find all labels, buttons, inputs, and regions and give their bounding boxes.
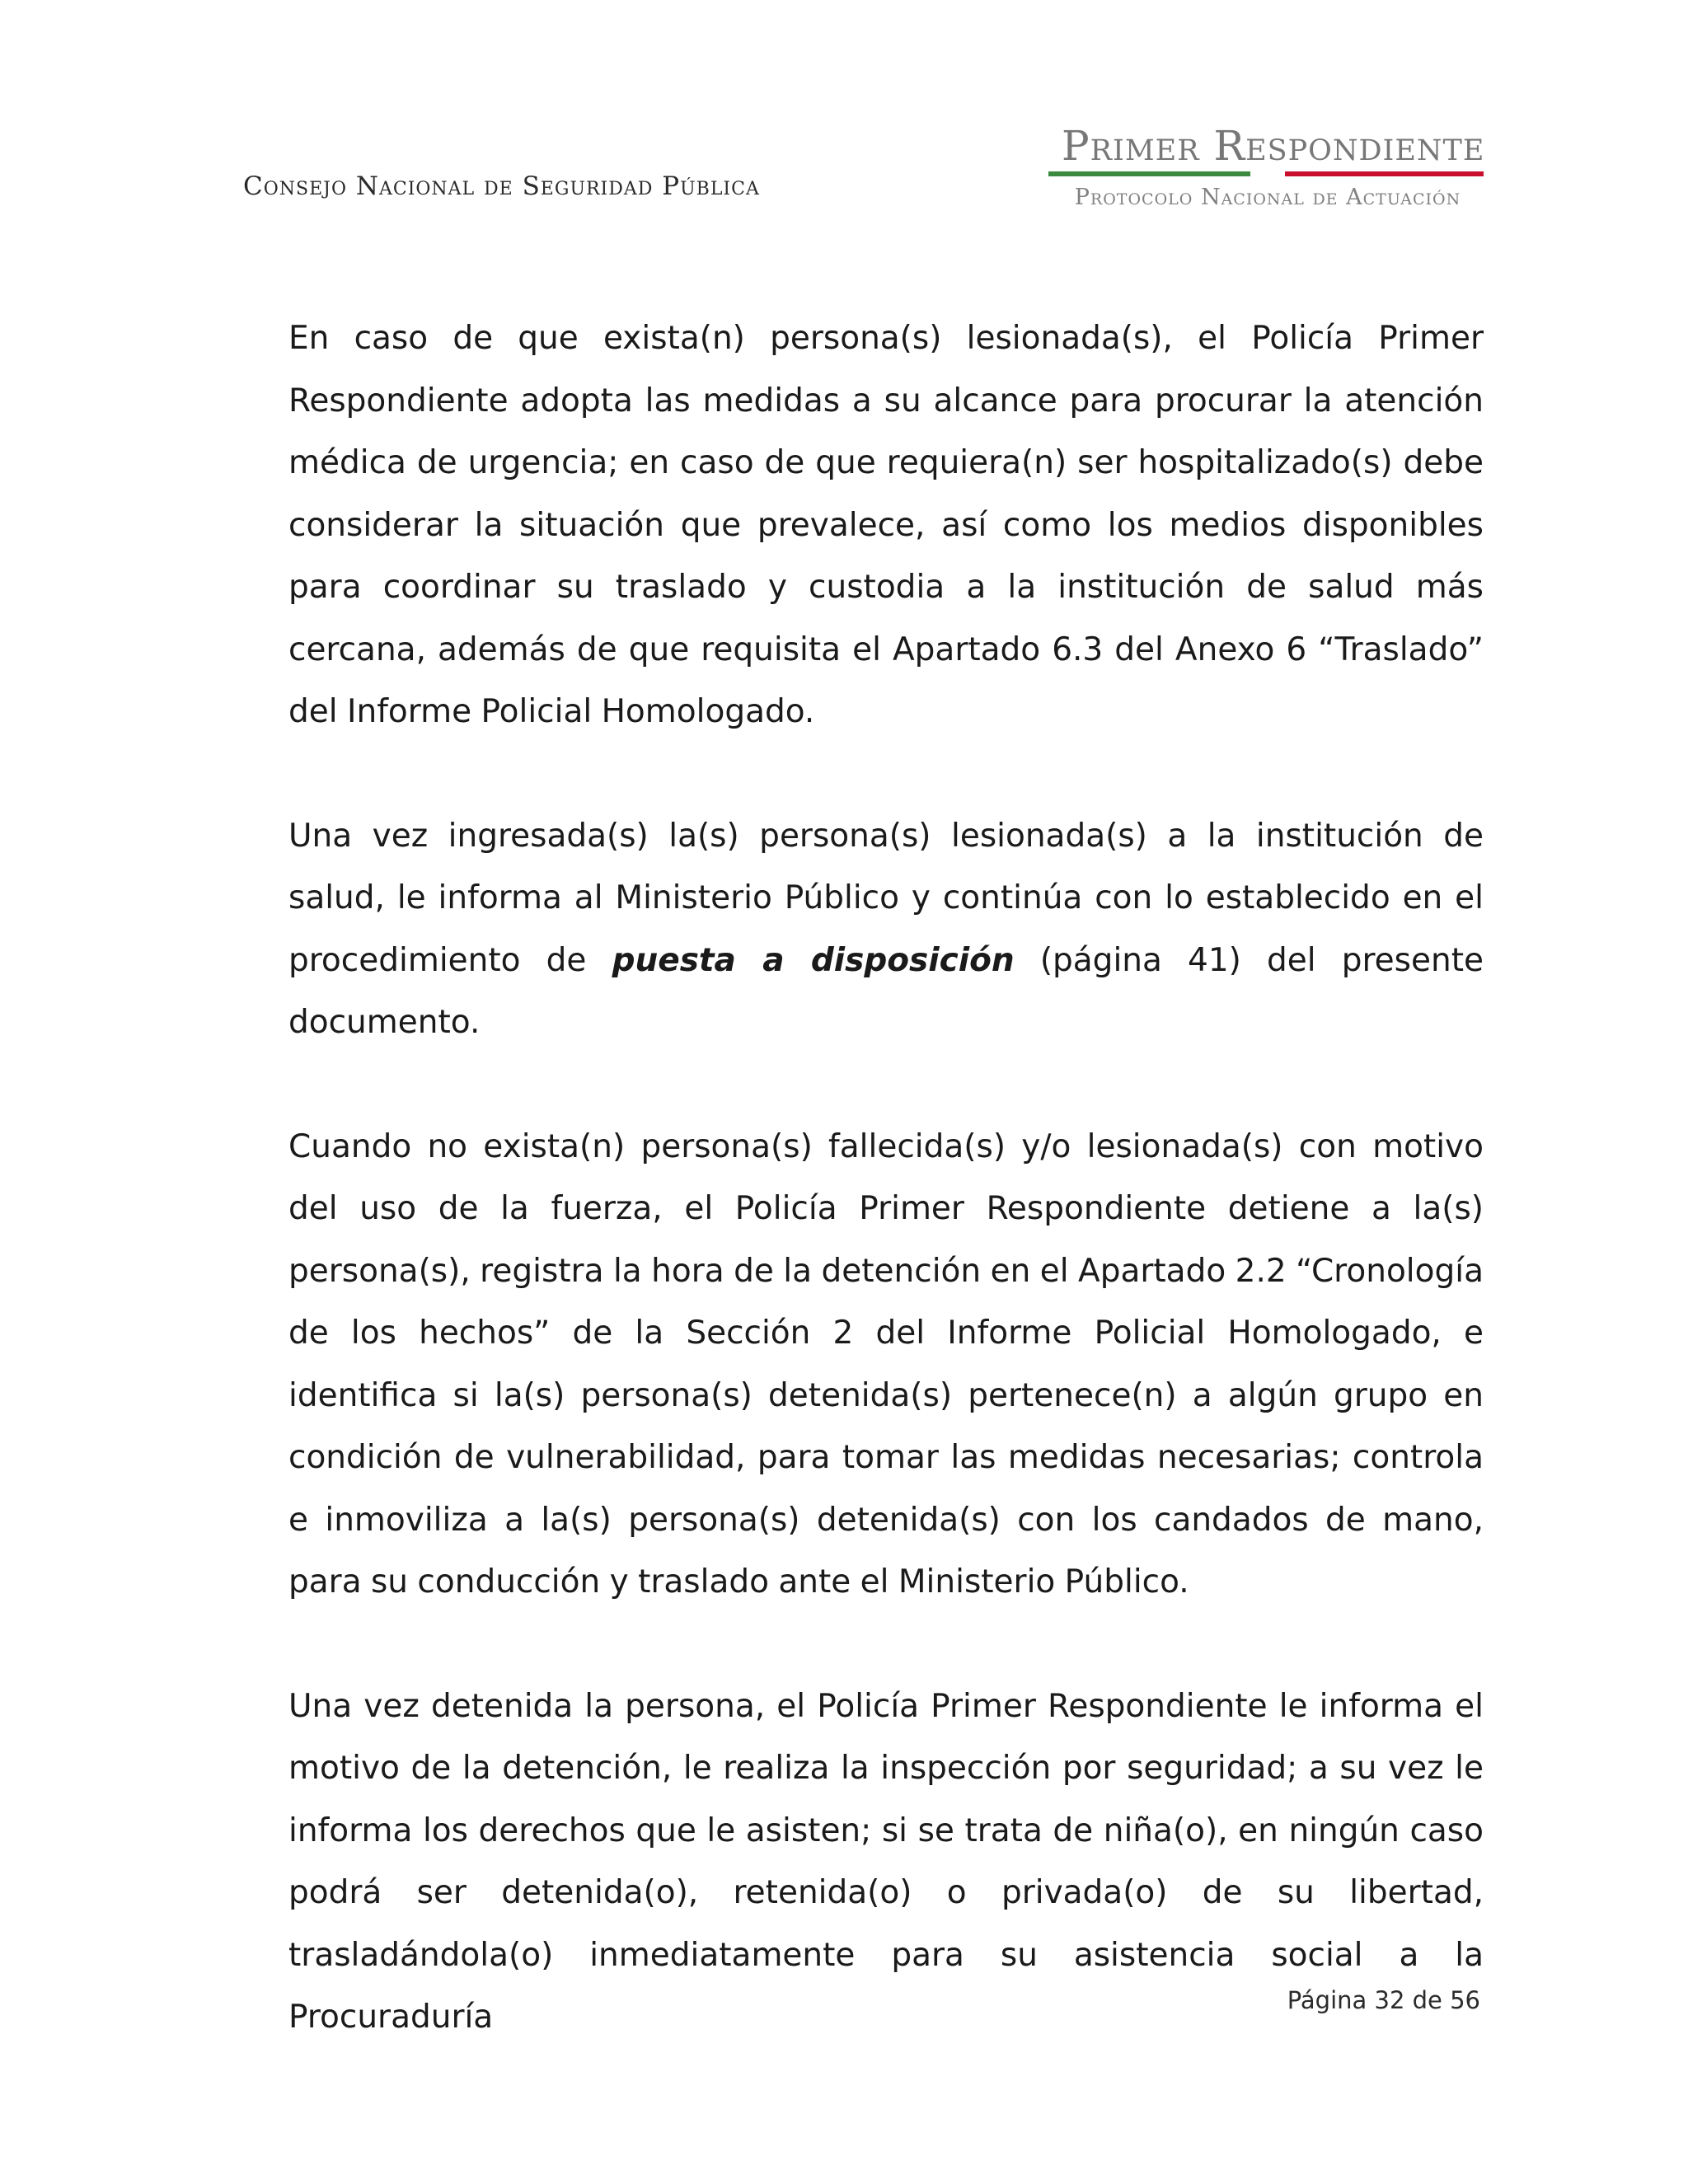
document-body [288,307,1484,2111]
paragraph-hospital-admission [288,805,1484,1054]
page-number: Página 32 de 56 [1287,1986,1480,2014]
logo-title: Primer Respondiente [1062,122,1485,170]
paragraph-rights-information: Una vez detenida la persona, el Policía Primer Respondiente le informa el motivo de la detención, le realiza la inspección por seguridad; a su vez le informa los derechos que le asisten; si se trata de niña(o), en ningún caso podrá ser detenida(o), retenida(o) o privada(o) de su libertad, trasladándola(o) inmediatamente para su asistencia social a la Procuraduría [288,1687,1484,2036]
paragraph-injured-persons: En caso de que exista(n) persona(s) lesionada(s), el Policía Primer Respondiente adopta las medidas a su alcance para procurar la atención médica de urgencia; en caso de que requiera(n) ser hospitalizado(s) debe considerar la situación que prevalece, así como los medios disponibles para coordinar su traslado y custodia a la institución de salud más cercana, además de que requisita el Apartado 6.3 del Anexo 6 “Traslado” del Informe Policial Homologado. [288,320,1484,730]
logo-stripe-white [1250,171,1285,176]
paragraph-text-end: (página 41) del presente documento. [288,941,1484,1041]
paragraph-text-start: Una vez ingresada(s) la(s) persona(s) lesionada(s) a la institución de salud, le informa al Ministerio Público y continúa con lo establecido en el procedimiento de [288,817,1484,979]
logo-stripe-green [1048,171,1250,176]
organization-header: Consejo Nacional de Seguridad Pública [243,171,760,201]
paragraph-detention: Cuando no exista(n) persona(s) fallecida(s) y/o lesionada(s) con motivo del uso de la fuerza, el Policía Primer Respondiente detiene a la(s) persona(s), registra la hora de la detención en el Apartado 2.2 “Cronología de los hechos” de la Sección 2 del Informe Policial Homologado, e identifica si la(s) persona(s) detenida(s) pertenece(n) a algún grupo en condición de vulnerabilidad, para tomar las medidas necesarias; controla e inmoviliza a la(s) persona(s) detenida(s) con los candados de mano, para su conducción y traslado ante el Ministerio Público. [288,1127,1484,1601]
emphasis-puesta-a-disposicion: puesta a disposición [612,941,1015,979]
logo-stripe-red [1285,171,1484,176]
logo-subtitle: Protocolo Nacional de Actuación [1074,185,1461,210]
primer-respondiente-logo [1047,122,1484,221]
